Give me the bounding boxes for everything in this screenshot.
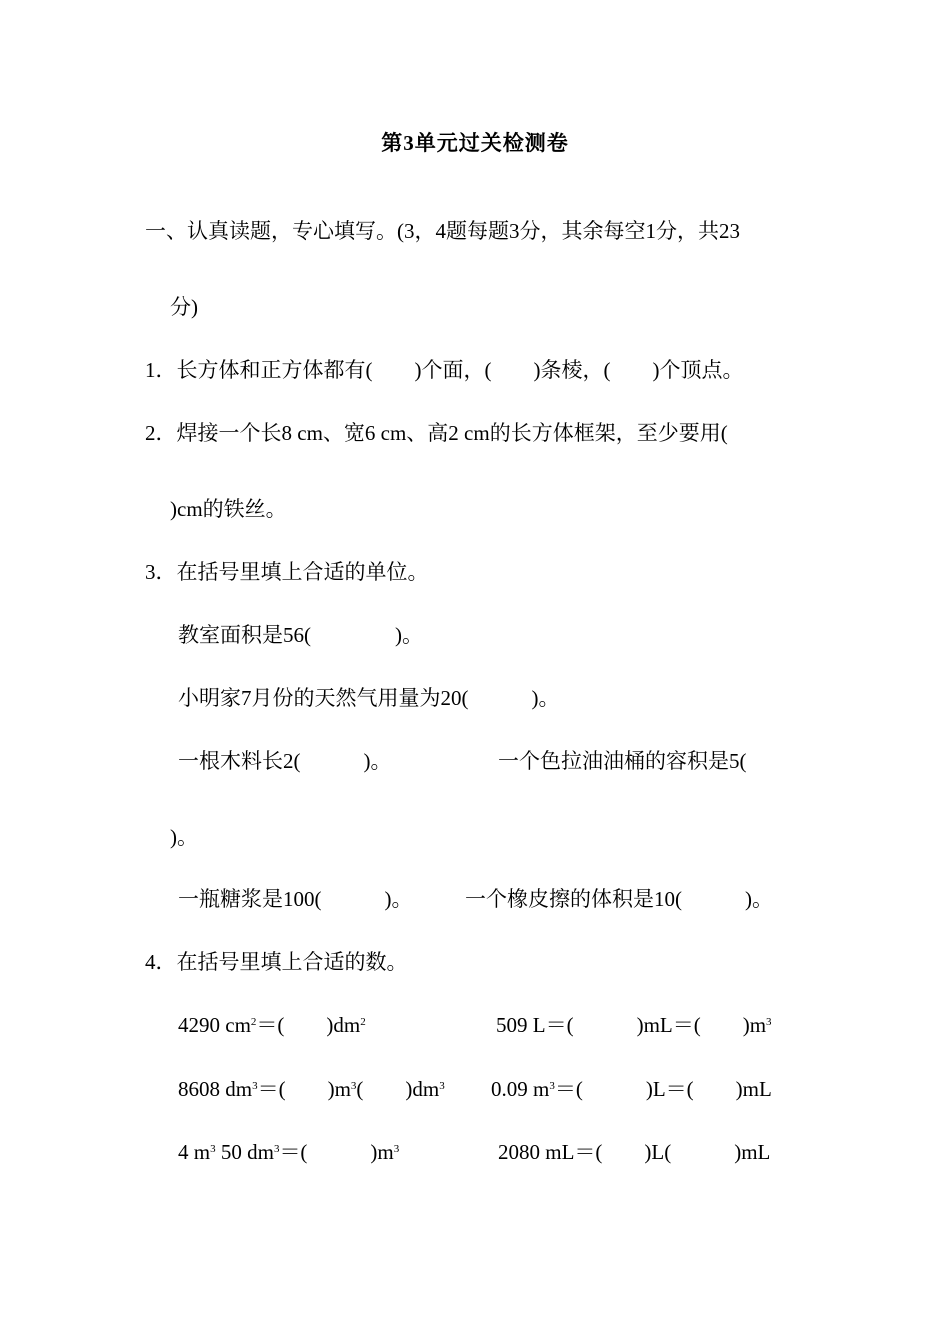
question-4-number: 4． [145, 950, 177, 974]
section-header-line1: 一、认真读题，专心填写。(3，4题每题3分，其余每空1分，共23 [145, 219, 740, 243]
question-3-item-oil: 一个色拉油油桶的容积是5( [498, 749, 747, 773]
question-1 [145, 357, 743, 383]
question-4-text: 在括号里填上合适的数。 [176, 950, 408, 974]
question-3 [145, 559, 429, 585]
question-2-line1 [145, 420, 728, 446]
question-4-row2-right: 0.09 $m^3=$( )L＝( )mL [491, 1077, 772, 1101]
question-4-row1-left: 4290 $cm^2=$( )$dm^2$ [178, 1013, 366, 1037]
question-4-row3-left: 4 $m^3$ 50 $dm^3=$( )$m^3$ [178, 1140, 400, 1164]
question-3-text: 在括号里填上合适的单位。 [176, 560, 429, 584]
question-3-item-syrup: 一瓶糖浆是100( )。 [178, 887, 413, 911]
section-header-line2: 分) [170, 295, 198, 319]
question-2-text: 焊接一个长8 cm、宽6 cm、高2 cm的长方体框架，至少要用( [176, 421, 728, 445]
question-4 [145, 949, 408, 975]
question-2-line2: )cm的铁丝。 [170, 497, 287, 521]
question-1-number: 1． [145, 358, 177, 382]
question-3-number: 3． [145, 560, 177, 584]
question-3-item-classroom: 教室面积是56( )。 [178, 623, 423, 647]
question-2-number: 2． [145, 421, 177, 445]
question-3-item-wood: 一根木料长2( )。 [178, 749, 392, 773]
question-3-item-eraser: 一个橡皮擦的体积是10( )。 [465, 887, 773, 911]
question-4-row1-right: 509 L＝( )mL＝( )$m^3$ [496, 1013, 772, 1037]
question-3-item-oil-end: )。 [170, 825, 198, 849]
question-4-row2-left: 8608 $dm^3=$( )$m^3$( )$dm^3$ [178, 1077, 445, 1101]
page-title: 第3单元过关检测卷 [381, 131, 569, 155]
question-1-text: 长方体和正方体都有( )个面，( )条棱，( )个顶点。 [176, 358, 744, 382]
question-4-row3-right: 2080 mL＝( )L( )mL [498, 1140, 771, 1164]
question-3-item-gas: 小明家7月份的天然气用量为20( )。 [178, 686, 560, 710]
